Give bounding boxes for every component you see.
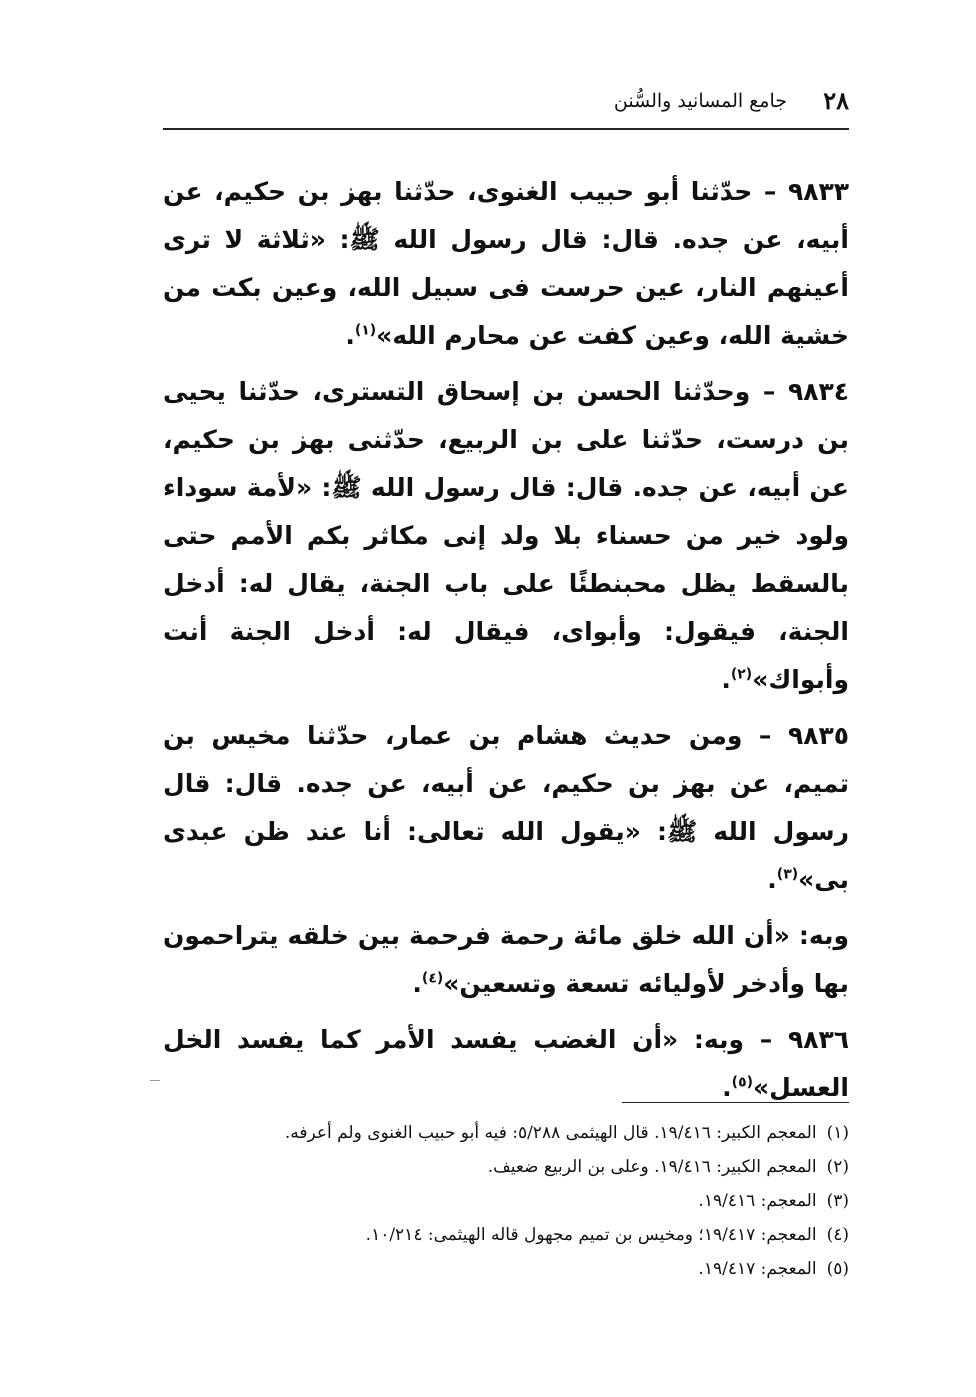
footnote [163,1184,849,1218]
footnote-ref: (٢) [730,666,753,683]
footnote-divider [622,1102,849,1103]
footnote-number: (٢) [826,1157,849,1177]
hadith-paragraph: ٩٨٣٥ – ومن حديث هشام بن عمار، حدّثنا مخيس بن تميم، عن بهز بن حكيم، عن أبيه، عن جده. قال: قال رسول الله ﷺ: «يقول الله تعالى: أنا عند ظن عبدى بى»$^{(٣)}$. [163,721,849,894]
footnote-text: المعجم: ١٩/٤١٧؛ ومخيس بن تميم مجهول قاله الهيثمى: ١٠/٢١٤. [365,1225,817,1245]
footnotes [163,1116,849,1286]
footnote-ref: (٣) [776,866,799,883]
hadith-text: – ومن حديث هشام بن عمار، حدّثنا مخيس بن تميم، عن بهز بن حكيم، عن أبيه، عن جده. قال: قال رسول الله ﷺ: «يقول الله تعالى: أنا عند ظن عبدى بى» [163,721,849,894]
footnote-number: (٥) [826,1259,849,1279]
footnote-text: المعجم: ١٩/٤١٧. [698,1259,817,1279]
margin-mark [150,1080,160,1081]
hadith-number: ٩٨٣٤ [787,377,849,406]
footnote [163,1116,849,1150]
footnote [163,1150,849,1184]
hadith-text: وبه: «أن الله خلق مائة رحمة فرحمة بين خلقه يتراحمون بها وأدخر لأوليائه تسعة وتسعين» [163,921,849,998]
hadith-text: – حدّثنا أبو حبيب الغنوى، حدّثنا بهز بن حكيم، عن أبيه، عن جده. قال: قال رسول الله ﷺ: «ثلاثة لا ترى أعينهم النار، عين حرست فى سبيل الله، وعين بكت من خشية الله، وعين كفت عن محارم الله» [163,177,849,350]
page-header [163,86,849,126]
hadith-number: ٩٨٣٣ [787,177,849,206]
hadith-paragraph: وبه: «أن الله خلق مائة رحمة فرحمة بين خلقه يتراحمون بها وأدخر لأوليائه تسعة وتسعين»$^{(٤)}$. [163,921,849,998]
hadith-paragraph: ٩٨٣٦ – وبه: «أن الغضب يفسد الأمر كما يفسد الخل العسل»$^{(٥)}$. [163,1025,849,1102]
hadith-paragraph: ٩٨٣٣ – حدّثنا أبو حبيب الغنوى، حدّثنا بهز بن حكيم، عن أبيه، عن جده. قال: قال رسول الله ﷺ: «ثلاثة لا ترى أعينهم النار، عين حرست فى سبيل الله، وعين بكت من خشية الله، وعين كفت عن محارم الله»$^{(١)}$. [163,177,849,350]
running-title: جامع المسانيد والسُّنن [613,90,787,112]
hadith-number: ٩٨٣٥ [787,721,849,750]
footnote-ref: (٥) [731,1074,754,1091]
footnote-text: المعجم الكبير: ١٩/٤١٦. قال الهيثمى ٥/٢٨٨: فيه أبو حبيب الغنوى ولم أعرفه. [284,1123,817,1143]
footnote-number: (٣) [826,1191,849,1211]
footnote-ref: (١) [354,322,377,339]
hadith-paragraph: ٩٨٣٤ – وحدّثنا الحسن بن إسحاق التسترى، حدّثنا يحيى بن درست، حدّثنا على بن الربيع، حدّثنى بهز بن حكيم، عن أبيه، عن جده. قال: قال رسول الله ﷺ: «لأمة سوداء ولود خير من حسناء بلا ولد إنى مكاثر بكم الأمم حتى بالسقط يظل محبنطئًا على باب الجنة، يقال له: أدخل الجنة، فيقول: وأبواى، فيقال له: أدخل الجنة أنت وأبواك»$^{(٢)}$. [163,377,849,694]
footnote [163,1218,849,1252]
footnote-number: (٤) [826,1225,849,1245]
footnote [163,1252,849,1286]
footnote-ref: (٤) [421,970,444,987]
main-text [163,168,849,1120]
hadith-number: ٩٨٣٦ [787,1025,849,1054]
footnote-text: المعجم: ١٩/٤١٦. [698,1191,817,1211]
footnote-number: (١) [826,1123,849,1143]
page-number: ٢٨ [823,86,849,115]
hadith-text: – وحدّثنا الحسن بن إسحاق التسترى، حدّثنا يحيى بن درست، حدّثنا على بن الربيع، حدّثنى بهز بن حكيم، عن أبيه، عن جده. قال: قال رسول الله ﷺ: «لأمة سوداء ولود خير من حسناء بلا ولد إنى مكاثر بكم الأمم حتى بالسقط يظل محبنطئًا على باب الجنة، يقال له: أدخل الجنة، فيقول: وأبواى، فيقال له: أدخل الجنة أنت وأبواك» [163,377,849,694]
header-divider [163,128,849,130]
hadith-text: – وبه: «أن الغضب يفسد الأمر كما يفسد الخل العسل» [163,1025,849,1102]
footnote-text: المعجم الكبير: ١٩/٤١٦. وعلى بن الربيع ضعيف. [487,1157,817,1177]
